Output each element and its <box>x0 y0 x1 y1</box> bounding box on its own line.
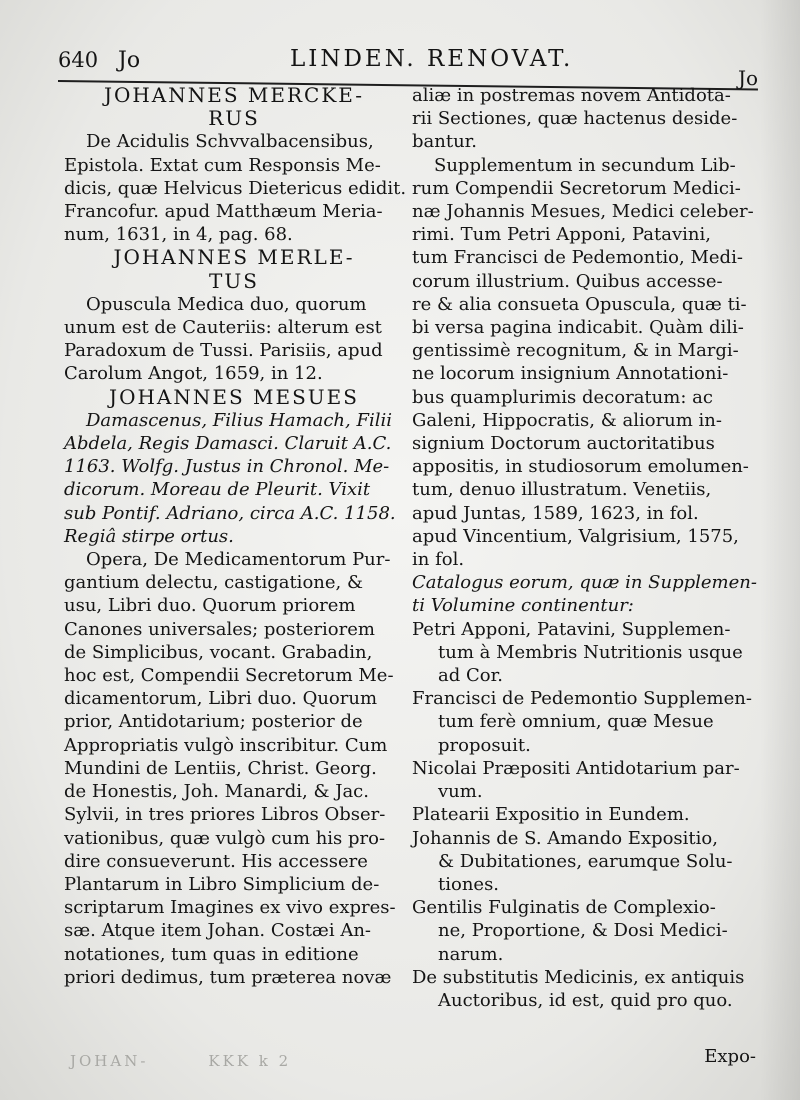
footer-show-through <box>70 1052 390 1070</box>
text-paragraph <box>64 548 404 989</box>
text-line: apud Juntas, 1589, 1623, in fol. <box>412 502 699 524</box>
text-paragraph <box>412 803 764 826</box>
text-line: De Acidulis Schvvalbacensibus, <box>86 131 374 153</box>
running-head-title: LINDEN. RENOVAT. <box>290 46 574 72</box>
text-line: num, 1631, in 4, pag. 68. <box>64 224 293 246</box>
text-line: vationibus, quæ vulgò cum his pro- <box>64 827 386 849</box>
text-line: dicis, quæ Helvicus Dietericus edidit. <box>64 177 407 199</box>
text-line: ti Volumine continentur: <box>412 595 634 617</box>
text-line: De substitutis Medicinis, ex antiquis <box>412 966 745 988</box>
text-line: corum illustrium. Quibus accesse- <box>412 270 723 292</box>
heading-line: JOHANNES MERLE- <box>113 245 355 270</box>
entry-heading <box>64 84 404 130</box>
text-line: bantur. <box>412 131 478 153</box>
running-head-mark-right: Jo <box>737 66 758 90</box>
running-head <box>58 46 758 90</box>
text-line: tum ferè omnium, quæ Mesue <box>438 711 714 733</box>
text-line: usu, Libri duo. Quorum priorem <box>64 595 356 617</box>
text-line: 1163. Wolfg. Justus in Chronol. Me- <box>64 456 390 478</box>
text-line: Francofur. apud Matthæum Meria- <box>64 201 383 223</box>
text-line: næ Johannis Mesues, Medici celeber- <box>412 201 754 223</box>
text-paragraph <box>64 293 404 386</box>
text-line: tum, denuo illustratum. Venetiis, <box>412 479 712 501</box>
text-line: Opuscula Medica duo, quorum <box>86 293 367 315</box>
heading-line: JOHANNES MESUES <box>109 384 359 409</box>
text-paragraph <box>412 571 764 617</box>
text-line: Mundini de Lentiis, Christ. Georg. <box>64 757 377 779</box>
text-line: rimi. Tum Petri Apponi, Patavini, <box>412 224 711 246</box>
text-line: Epistola. Extat cum Responsis Me- <box>64 154 381 176</box>
text-paragraph <box>64 130 407 246</box>
text-paragraph <box>64 409 404 548</box>
text-line: Supplementum in secundum Lib- <box>434 154 736 176</box>
text-line: Francisci de Pedemontio Supplemen- <box>412 688 752 710</box>
text-paragraph <box>412 687 764 757</box>
text-line: tum Francisci de Pedemontio, Medi- <box>412 247 743 269</box>
text-line: priori dedimus, tum præterea novæ <box>64 966 392 988</box>
text-line: Sylvii, in tres priores Libros Obser- <box>64 804 386 826</box>
entry-heading <box>64 246 404 292</box>
text-line: unum est de Cauteriis: alterum est <box>64 317 382 339</box>
text-line: vum. <box>438 781 483 803</box>
text-line: Canones universales; posteriorem <box>64 618 375 640</box>
text-paragraph <box>412 618 764 688</box>
text-line: rum Compendii Secretorum Medici- <box>412 177 741 199</box>
left-column <box>64 83 407 989</box>
text-line: dicamentorum, Libri duo. Quorum <box>64 688 378 710</box>
page-number: 640 <box>58 48 99 72</box>
text-line: sub Pontif. Adriano, circa A.C. 1158. <box>64 502 396 524</box>
page-edge-shadow <box>760 0 800 1100</box>
text-line: narum. <box>438 943 504 965</box>
catchword: Expo- <box>704 1046 756 1067</box>
text-line: appositis, in studiosorum emolumen- <box>412 456 749 478</box>
text-line: Regiâ stirpe ortus. <box>64 525 234 547</box>
text-line: signium Doctorum auctoritatibus <box>412 433 715 455</box>
text-line: scriptarum Imagines ex vivo expres- <box>64 897 396 919</box>
text-line: prior, Antidotarium; posterior de <box>64 711 363 733</box>
text-line: Plantarum in Libro Simplicium de- <box>64 873 380 895</box>
text-line: re & alia consueta Opuscula, quæ ti- <box>412 293 747 315</box>
text-line: ad Cor. <box>438 665 503 687</box>
text-line: Paradoxum de Tussi. Parisiis, apud <box>64 340 383 362</box>
text-line: Auctoribus, id est, quid pro quo. <box>438 989 733 1011</box>
text-line: ne, Proportione, & Dosi Medici- <box>438 920 728 942</box>
text-line: Galeni, Hippocratis, & aliorum in- <box>412 409 722 431</box>
text-line: gantium delectu, castigatione, & <box>64 572 363 594</box>
text-line: bus quamplurimis decoratum: ac <box>412 386 713 408</box>
text-line: de Honestis, Joh. Manardi, & Jac. <box>64 781 369 803</box>
text-line: Opera, De Medicamentorum Pur- <box>86 549 391 571</box>
text-line: Petri Apponi, Patavini, Supplemen- <box>412 618 731 640</box>
text-line: gentissimè recognitum, & in Margi- <box>412 340 739 362</box>
right-column <box>412 84 764 1012</box>
text-line: tiones. <box>438 873 500 895</box>
text-line: bi versa pagina indicabit. Quàm dili- <box>412 317 744 339</box>
text-line: dicorum. Moreau de Pleurit. Vixit <box>64 479 371 501</box>
text-line: notationes, tum quas in editione <box>64 943 359 965</box>
text-line: aliæ in postremas novem Antidota- <box>412 85 731 106</box>
text-line: Damascenus, Filius Hamach, Filii <box>86 409 392 431</box>
text-line: de Simplicibus, vocant. Grabadin, <box>64 641 373 663</box>
entry-heading <box>64 386 404 409</box>
text-paragraph <box>412 154 764 572</box>
text-paragraph <box>412 896 764 966</box>
text-line: tum à Membris Nutritionis usque <box>438 641 743 663</box>
show-through-text: JOHAN- <box>70 1052 149 1070</box>
text-line: ne locorum insignium Annotationi- <box>412 363 729 385</box>
text-paragraph <box>412 827 764 897</box>
text-line: Catalogus eorum, quæ in Supplemen- <box>412 572 757 594</box>
text-line: dire consueverunt. His accessere <box>64 850 368 872</box>
running-head-mark-left: Jo <box>118 48 141 73</box>
text-line: hoc est, Compendii Secretorum Me- <box>64 665 394 687</box>
text-line: Appropriatis vulgò inscribitur. Cum <box>64 734 388 756</box>
text-paragraph <box>412 966 764 1012</box>
text-line: Abdela, Regis Damasci. Claruit A.C. <box>64 433 392 455</box>
text-line: in fol. <box>412 549 465 571</box>
text-line: & Dubitationes, earumque Solu- <box>438 850 733 872</box>
heading-line: TUS <box>209 268 259 293</box>
text-line: proposuit. <box>438 734 531 756</box>
text-paragraph <box>412 757 764 803</box>
text-line: Platearii Expositio in Eundem. <box>412 804 690 826</box>
text-line: Gentilis Fulginatis de Complexio- <box>412 897 716 919</box>
show-through-text: KKK k 2 <box>208 1052 292 1070</box>
text-line: apud Vincentium, Valgrisium, 1575, <box>412 525 739 547</box>
text-line: Nicolai Præpositi Antidotarium par- <box>412 757 740 779</box>
text-line: Johannis de S. Amando Expositio, <box>412 827 718 849</box>
text-line: Carolum Angot, 1659, in 12. <box>64 363 323 385</box>
heading-line: JOHANNES MERCKE- <box>103 83 365 107</box>
text-line: sæ. Atque item Johan. Costæi An- <box>64 920 372 942</box>
text-line: rii Sectiones, quæ hactenus deside- <box>412 108 738 130</box>
text-paragraph <box>412 84 764 154</box>
heading-line: RUS <box>208 106 260 131</box>
